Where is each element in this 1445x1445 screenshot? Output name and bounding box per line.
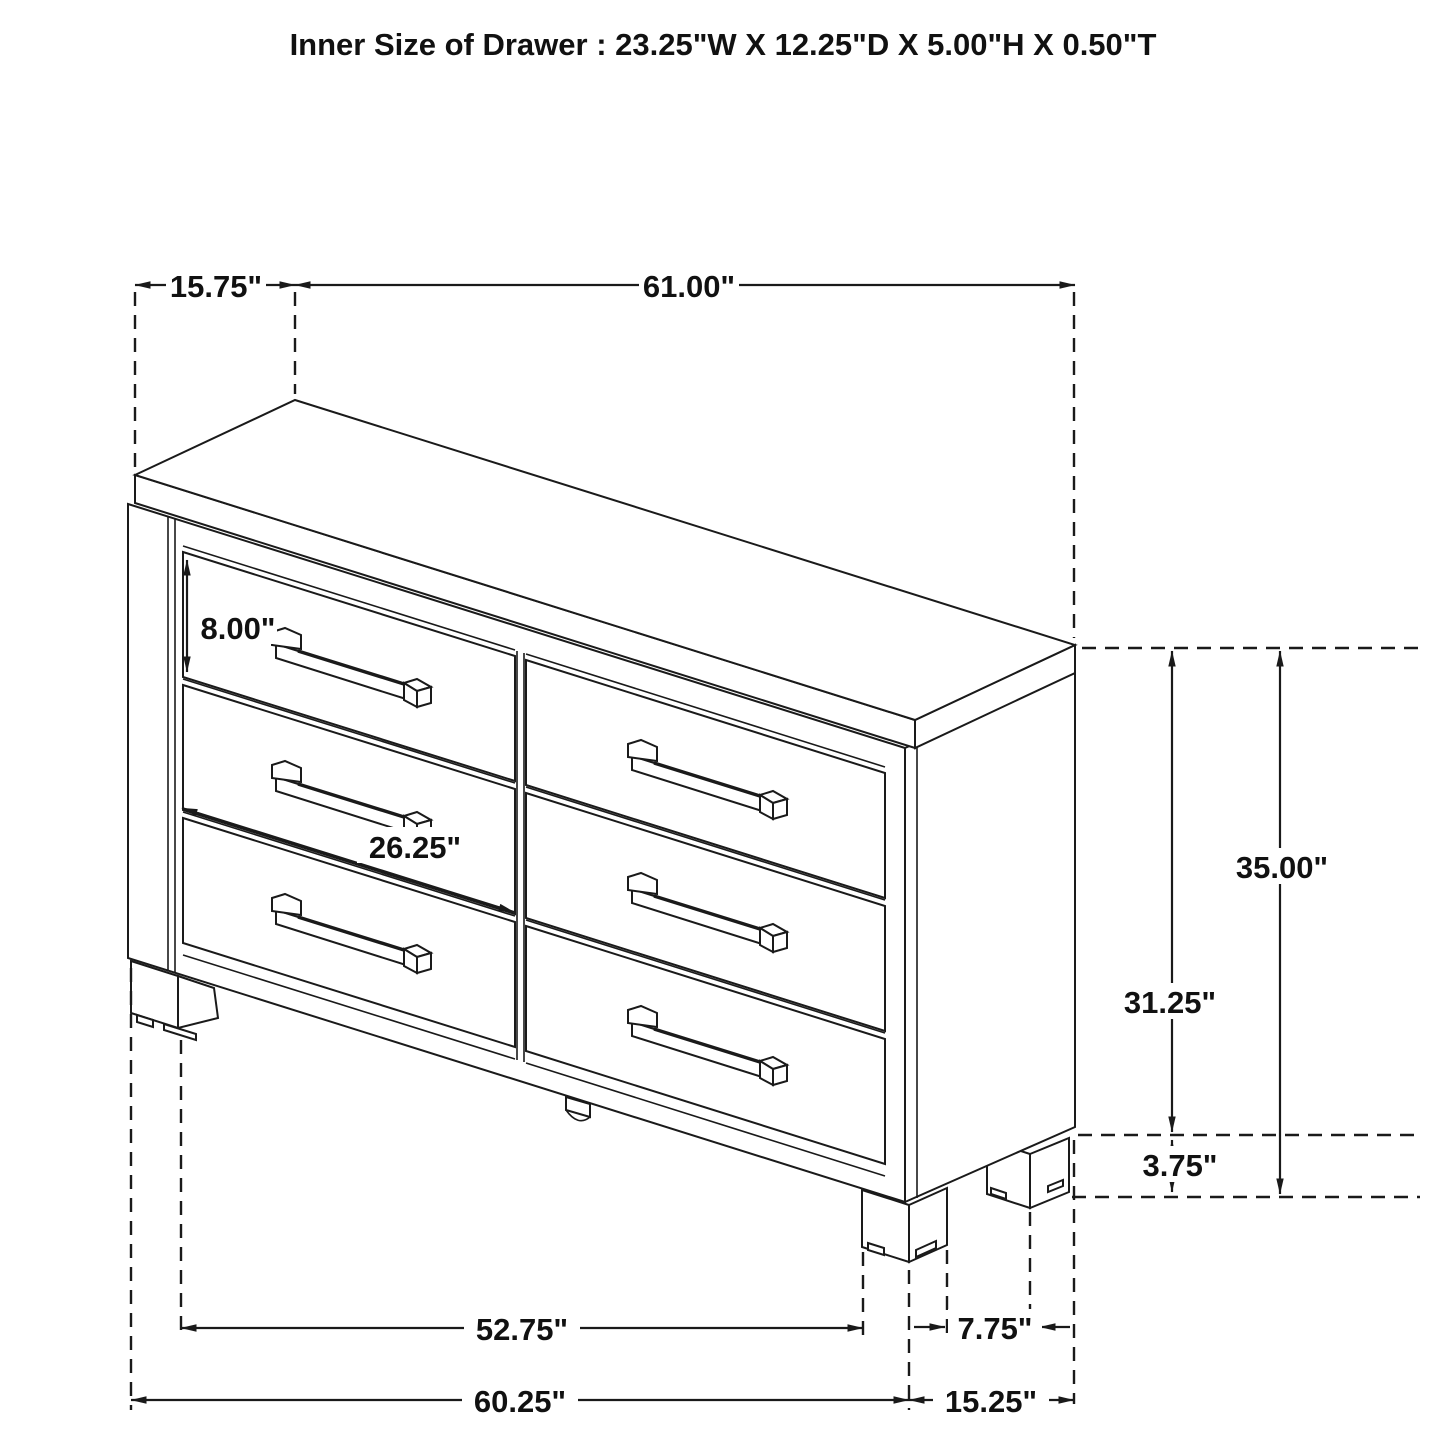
dim-front-leg-span: 52.75"	[475, 1312, 569, 1347]
dim-case-height: 31.25"	[1123, 985, 1217, 1020]
dim-drawer-height: 8.00"	[200, 611, 276, 646]
dim-drawer-width: 26.25"	[368, 830, 462, 865]
page-title: Inner Size of Drawer : 23.25"W X 12.25"D X 5.00"H X 0.50"T	[289, 27, 1157, 62]
dim-base-width: 60.25"	[473, 1384, 567, 1419]
dim-top-width: 61.00"	[642, 269, 736, 304]
dim-top-depth: 15.75"	[169, 269, 263, 304]
dim-leg-height: 3.75"	[1142, 1148, 1218, 1183]
dim-overall-height: 35.00"	[1235, 850, 1329, 885]
dim-base-depth: 15.25"	[944, 1384, 1038, 1419]
dim-side-leg-span: 7.75"	[957, 1311, 1033, 1346]
side-panel	[905, 673, 1075, 1202]
